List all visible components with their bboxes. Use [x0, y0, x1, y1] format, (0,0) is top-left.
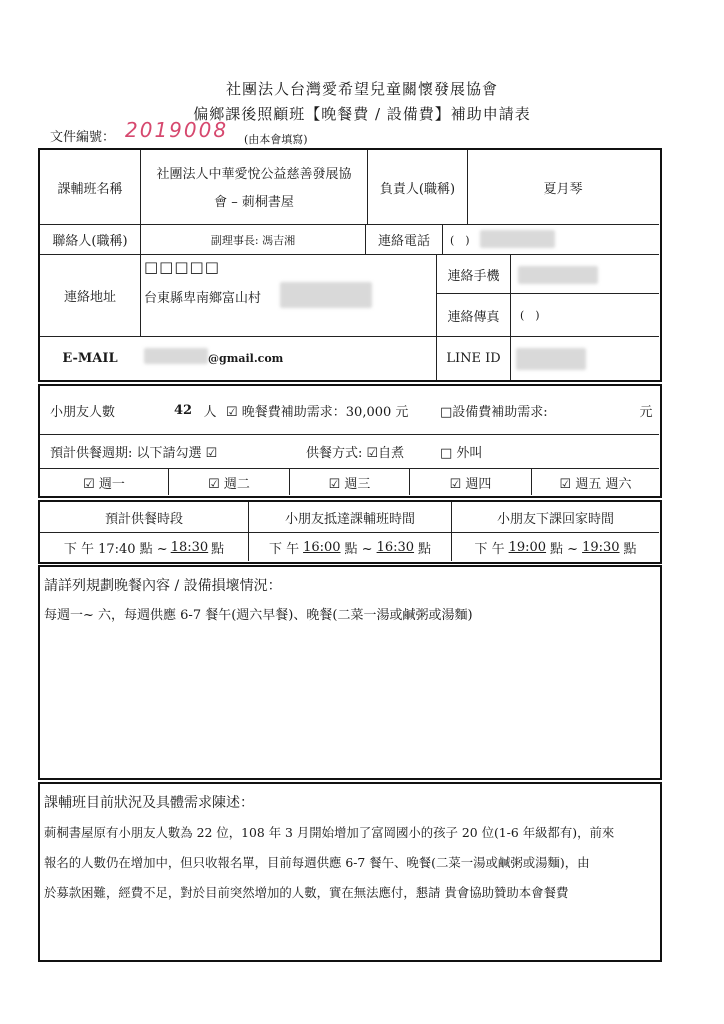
departure-time-label: 小朋友下課回家時間: [496, 511, 614, 527]
meal-period-label: 預計供餐週期: 以下請勾選 ☑: [50, 446, 218, 461]
status-line-2: 報名的人數仍在增加中，但只收報名單，目前每週供應 6-7 餐午、晚餐(二菜一湯或鹹粥或湯麵)，由: [44, 855, 590, 870]
redacted-email-user: [144, 348, 208, 364]
document-number-handwritten: 2019008: [125, 118, 229, 142]
class-name-label: 課輔班名稱: [57, 181, 123, 197]
address-value: 台東縣卑南鄉富山村: [144, 290, 262, 306]
email-value: @gmail.com: [208, 351, 284, 365]
phone-value: ( ): [450, 233, 470, 247]
class-name-line2: 會 – 莿桐書屋: [214, 194, 294, 210]
document-number-label: 文件編號：: [50, 130, 116, 145]
meal-method-label: 供餐方式: ☑自煮: [306, 446, 405, 461]
info-table: [38, 148, 662, 382]
redacted-phone: [480, 230, 555, 248]
form-title: 偏鄉課後照顧班【晚餐費 / 設備費】補助申請表: [193, 105, 531, 123]
mobile-label: 連絡手機: [447, 268, 500, 284]
needs-table: [38, 384, 662, 498]
meal-fee-need: ☑ 晚餐費補助需求：30,000 元: [226, 404, 409, 420]
email-label: E-MAIL: [62, 350, 118, 366]
day-monday: ☑ 週一: [83, 477, 125, 492]
redacted-mobile: [518, 266, 598, 284]
leader-label: 負責人(職稱): [379, 181, 456, 197]
meal-method-takeout: □ 外叫: [440, 446, 483, 461]
phone-label: 連絡電話: [377, 234, 430, 249]
contact-value: 副理事長: 馮吉湘: [210, 233, 296, 247]
organization-title: 社團法人台灣愛希望兒童關懷發展協會: [225, 80, 498, 98]
postal-code-boxes: □□□□□: [144, 258, 220, 276]
redacted-line-id: [516, 348, 586, 370]
equipment-fee-need: □設備費補助需求:: [440, 404, 548, 420]
leader-value: 夏月琴: [543, 181, 583, 197]
arrival-time-value: 下 午 16:00 點 ~ 16:30 點: [268, 539, 432, 557]
meal-time-label: 預計供餐時段: [104, 511, 183, 527]
status-section: [38, 782, 662, 962]
fax-value: ( ): [520, 309, 540, 322]
redacted-address: [280, 282, 372, 308]
times-table: [38, 500, 662, 564]
equipment-fee-unit: 元: [639, 404, 653, 420]
departure-time-value: 下 午 19:00 點 ~ 19:30 點: [474, 539, 637, 557]
status-line-3: 於募款困難，經費不足，對於目前突然增加的人數，實在無法應付，懇請 貴會協助贊助本會餐費: [44, 885, 569, 900]
kids-count-unit: 人: [203, 404, 217, 420]
kids-count-value: 42: [173, 402, 193, 418]
status-line-1: 莿桐書屋原有小朋友人數為 22 位，108 年 3 月開始增加了富岡國小的孩子 20 位(1-6 年級都有)，前來: [44, 825, 615, 840]
kids-count-label: 小朋友人數: [50, 404, 116, 420]
meal-plan-heading: 請詳列規劃晚餐內容 / 設備損壞情況：: [44, 578, 282, 594]
status-heading: 課輔班目前狀況及具體需求陳述：: [44, 795, 254, 811]
contact-label: 聯絡人(職稱): [52, 234, 128, 249]
class-name-line1: 社團法人中華愛悅公益慈善發展協: [156, 166, 352, 182]
day-thursday: ☑ 週四: [449, 477, 492, 492]
day-tuesday: ☑ 週二: [208, 477, 250, 492]
meal-time-value: 下 午 17:40 點 ~ 18:30 點: [63, 539, 225, 557]
meal-plan-section: [38, 565, 662, 780]
arrival-time-label: 小朋友抵達課輔班時間: [284, 511, 415, 527]
meal-plan-content: 每週一~ 六，每週供應 6-7 餐午(週六早餐)、晚餐(二菜一湯或鹹粥或湯麵): [44, 608, 473, 623]
line-id-label: LINE ID: [446, 350, 501, 366]
document-number-note: (由本會填寫): [244, 133, 308, 146]
day-friday-saturday: ☑ 週五 週六: [559, 477, 632, 492]
day-wednesday: ☑ 週三: [328, 477, 371, 492]
address-label: 連絡地址: [63, 290, 116, 305]
fax-label: 連絡傳真: [447, 309, 500, 325]
